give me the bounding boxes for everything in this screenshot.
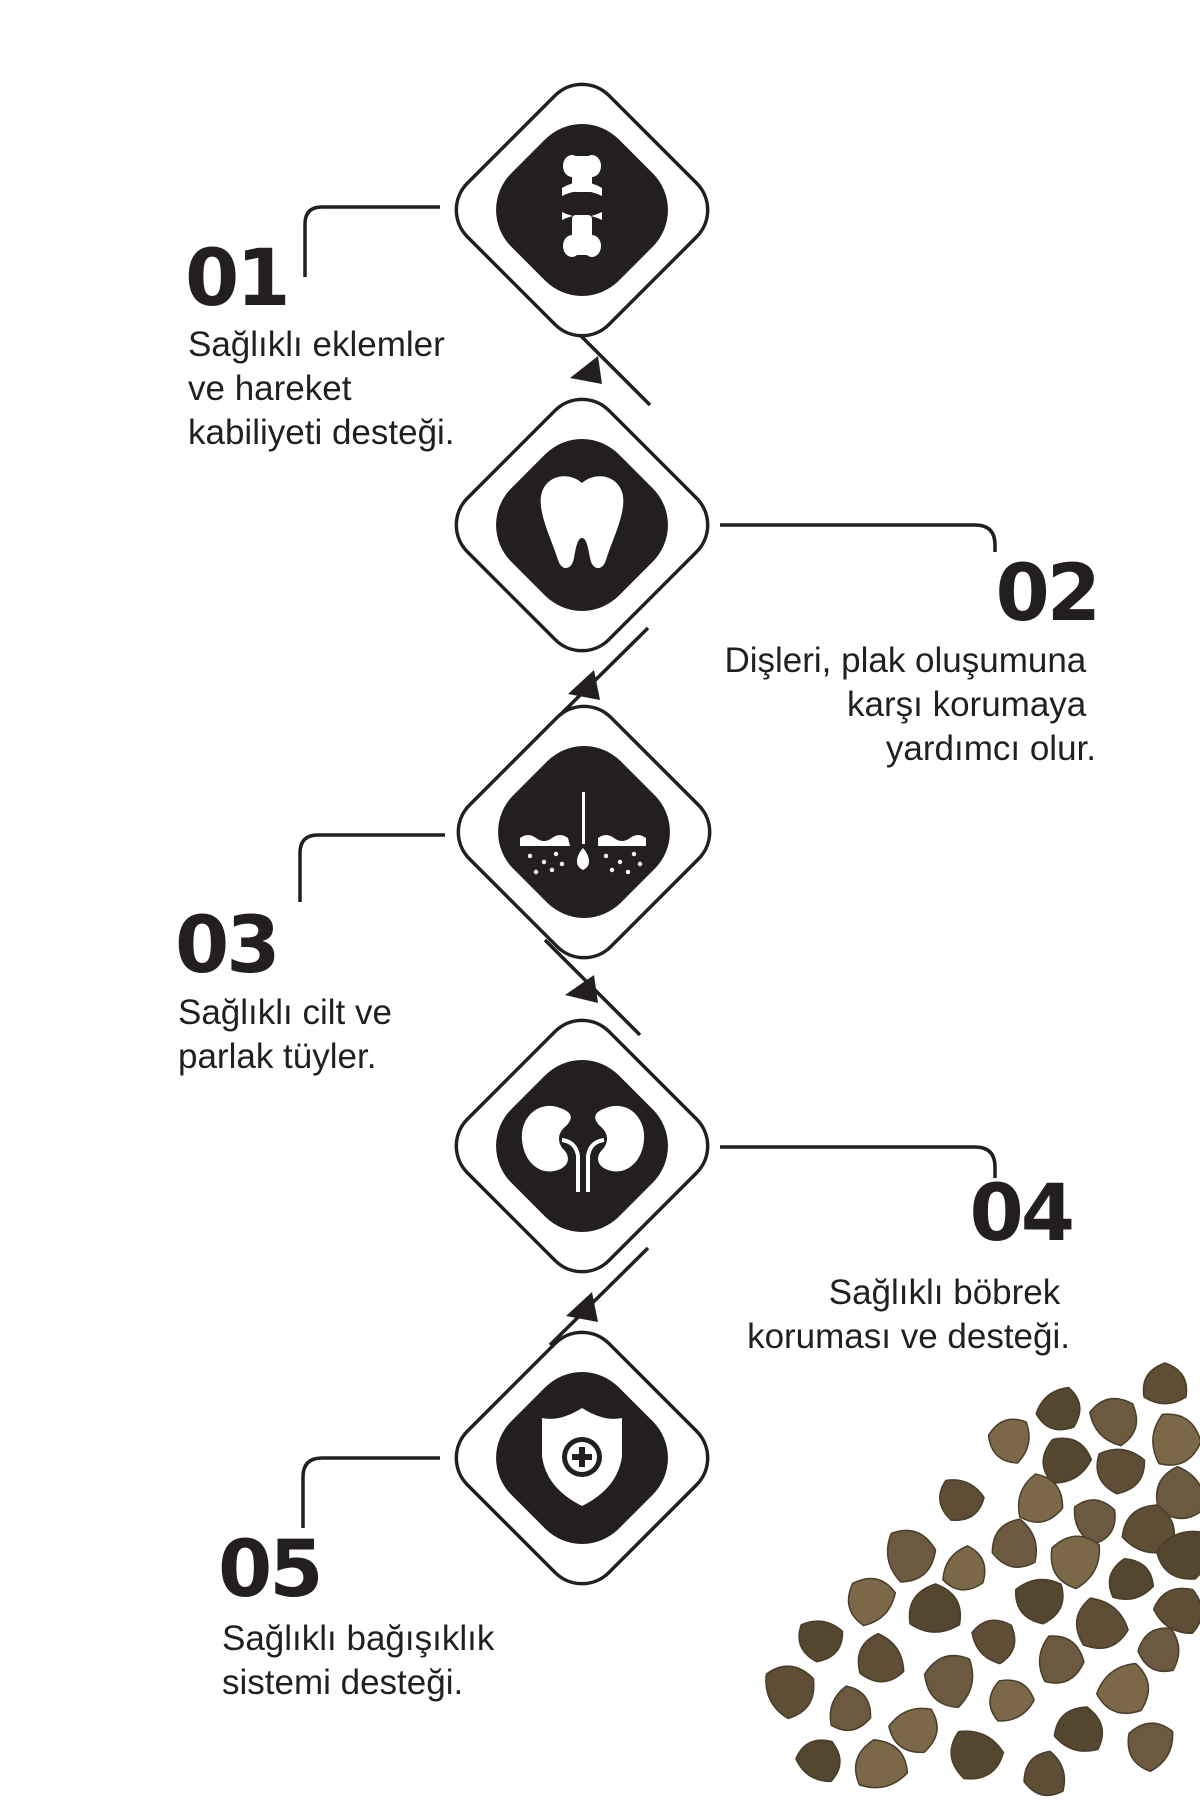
kibble-piece — [909, 1584, 961, 1633]
kibble-pile-image — [759, 1363, 1200, 1800]
step-1-line-1: Sağlıklı eklemler — [188, 325, 445, 364]
step-4-line-2: koruması ve desteği. — [747, 1317, 1070, 1356]
step-1-arrow — [570, 356, 602, 384]
kibble-piece — [825, 1683, 878, 1738]
step-2-line-3: yardımcı olur. — [885, 729, 1096, 768]
kibble-piece — [1038, 1635, 1086, 1686]
step-1-line-3: kabiliyeti desteği. — [188, 413, 455, 452]
kibble-piece — [919, 1649, 977, 1709]
step-4 — [441, 1005, 1072, 1356]
step-2-connector — [720, 525, 995, 552]
step-4-connector — [720, 1147, 995, 1178]
kibble-piece — [1137, 1627, 1180, 1672]
step-2-number: 02 — [995, 549, 1098, 639]
step-2-line-2: karşı korumaya — [847, 685, 1087, 724]
step-5-description — [222, 1619, 504, 1702]
kibble-piece — [1143, 1363, 1186, 1404]
step-5-line-1: Sağlıklı bağışıklık — [222, 1619, 495, 1658]
step-2-description — [724, 641, 1096, 768]
kibble-piece — [836, 1566, 901, 1631]
step-3 — [175, 691, 725, 1076]
step-1-description — [188, 325, 455, 452]
step-3-line-1: Sağlıklı cilt ve — [178, 993, 392, 1032]
step-1-line-2: ve hareket — [188, 369, 352, 408]
step-5-line-2: sistemi desteği. — [222, 1663, 464, 1702]
kibble-piece — [1103, 1553, 1155, 1603]
step-4-number: 04 — [969, 1169, 1072, 1259]
step-4-description — [747, 1273, 1070, 1356]
kibble-piece — [985, 1516, 1042, 1575]
kibble-piece — [967, 1609, 1026, 1668]
step-1 — [185, 69, 723, 452]
kibble-piece — [1118, 1713, 1180, 1776]
step-5-number: 05 — [218, 1525, 321, 1615]
step-5-connector — [303, 1458, 440, 1528]
step-1-connector — [305, 207, 440, 277]
kibble-piece — [1093, 1447, 1146, 1498]
kibble-piece — [1151, 1413, 1200, 1467]
step-3-connector — [300, 835, 445, 902]
kibble-piece — [1031, 1382, 1090, 1441]
kibble-piece — [1052, 1700, 1110, 1756]
step-3-line-2: parlak tüyler. — [178, 1037, 377, 1076]
kibble-piece — [941, 1724, 1007, 1789]
step-2 — [441, 384, 1098, 768]
kibble-piece — [1084, 1386, 1149, 1451]
kibble-piece — [984, 1414, 1033, 1465]
kibble-piece — [1014, 1577, 1066, 1627]
step-5 — [218, 1317, 723, 1702]
kibble-piece — [795, 1618, 844, 1665]
step-3-number: 03 — [175, 901, 278, 991]
step-2-line-1: Dişleri, plak oluşumuna — [724, 641, 1087, 680]
step-1-number: 01 — [185, 234, 288, 324]
step-3-arrow — [565, 975, 598, 1003]
kibble-piece — [847, 1629, 910, 1693]
kibble-piece — [792, 1730, 850, 1788]
kibble-piece — [883, 1525, 940, 1584]
kibble-piece — [1017, 1749, 1069, 1800]
step-4-line-1: Sağlıklı böbrek — [828, 1273, 1061, 1312]
step-2-arrow — [568, 670, 600, 700]
step-4-arrow — [566, 1292, 598, 1322]
kibble-piece — [759, 1656, 825, 1723]
kibble-piece — [980, 1670, 1038, 1727]
step-3-description — [178, 993, 402, 1076]
kibble-piece — [931, 1474, 987, 1529]
